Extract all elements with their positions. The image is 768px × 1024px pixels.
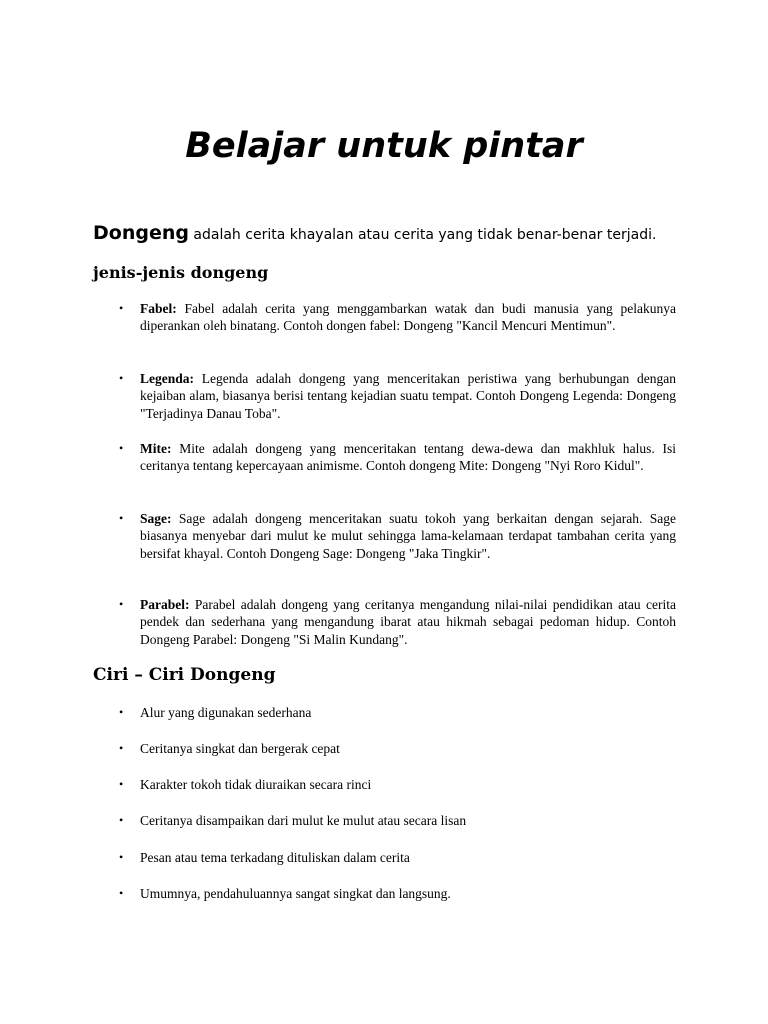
list-item-text: Legenda adalah dongeng yang menceritakan peristiwa yang berhubungan dengan kejaiban alam, biasanya berisi tentang kejadian suatu tempat. Contoh Dongeng Legenda: Dongeng "Terjadinya Danau Toba". [140, 371, 676, 421]
list-item-text: Umumnya, pendahuluannya sangat singkat dan langsung. [140, 886, 451, 901]
list-item-text: Alur yang digunakan sederhana [140, 705, 312, 720]
bullet-icon: • [119, 511, 124, 525]
list-item [119, 885, 676, 902]
list-item-text: Karakter tokoh tidak diuraikan secara rinci [140, 777, 372, 792]
bullet-icon: • [119, 597, 124, 611]
bullet-icon: • [119, 301, 124, 315]
list-item-text: Parabel adalah dongeng yang ceritanya mengandung nilai-nilai pendidikan atau cerita pendek dan sederhana yang mengandung ibarat atau hikmah sebagai pedoman hidup. Contoh Dongeng Parabel: Dongeng "Si Malin Kundang". [140, 597, 676, 647]
list-item-text: Mite adalah dongeng yang menceritakan tentang dewa-dewa dan makhluk halus. Isi ceritanya tentang kepercayaan animisme. Contoh dongeng Mite: Dongeng "Nyi Roro Kidul". [140, 441, 676, 474]
list-item-text: Sage adalah dongeng menceritakan suatu tokoh yang berkaitan dengan sejarah. Sage biasanya menyebar dari mulut ke mulut sehingga lama-kelamaan terdapat tambahan cerita yang bersifat khayal. Contoh Dongeng Sage: Dongeng "Jaka Tingkir". [140, 511, 676, 561]
bullet-icon: • [119, 886, 124, 900]
list-item-sage [119, 510, 676, 562]
section-heading-jenis: jenis-jenis dongeng [93, 263, 269, 282]
list-item [119, 812, 676, 829]
list-item-term: Mite: [140, 441, 172, 456]
intro-text: adalah cerita khayalan atau cerita yang tidak benar-benar terjadi. [188, 227, 657, 243]
list-item-legenda [119, 370, 676, 422]
list-item-fabel [119, 300, 676, 335]
list-item-text: Ceritanya singkat dan bergerak cepat [140, 741, 340, 756]
list-item-term: Fabel: [140, 301, 177, 316]
list-item-text: Fabel adalah cerita yang menggambarkan watak dan budi manusia yang pelakunya diperankan oleh binatang. Contoh dongen fabel: Dongeng "Kancil Mencuri Mentimun". [140, 301, 676, 334]
bullet-icon: • [119, 705, 124, 719]
list-item [119, 776, 676, 793]
intro-term: Dongeng [93, 222, 189, 244]
bullet-icon: • [119, 371, 124, 385]
list-item-text: Ceritanya disampaikan dari mulut ke mulut atau secara lisan [140, 813, 467, 828]
list-item [119, 704, 676, 721]
bullet-icon: • [119, 741, 124, 755]
list-item [119, 740, 676, 757]
bullet-icon: • [119, 813, 124, 827]
list-item-term: Sage: [140, 511, 172, 526]
list-item-mite [119, 440, 676, 475]
list-item-parabel [119, 596, 676, 648]
bullet-icon: • [119, 777, 124, 791]
list-item [119, 849, 676, 866]
bullet-icon: • [119, 850, 124, 864]
list-item-term: Legenda: [140, 371, 194, 386]
intro-paragraph [93, 220, 693, 248]
list-item-text: Pesan atau tema terkadang dituliskan dalam cerita [140, 850, 410, 865]
page-title: Belajar untuk pintar [185, 126, 583, 166]
list-item-term: Parabel: [140, 597, 190, 612]
bullet-icon: • [119, 441, 124, 455]
section-heading-ciri: Ciri – Ciri Dongeng [93, 665, 276, 685]
